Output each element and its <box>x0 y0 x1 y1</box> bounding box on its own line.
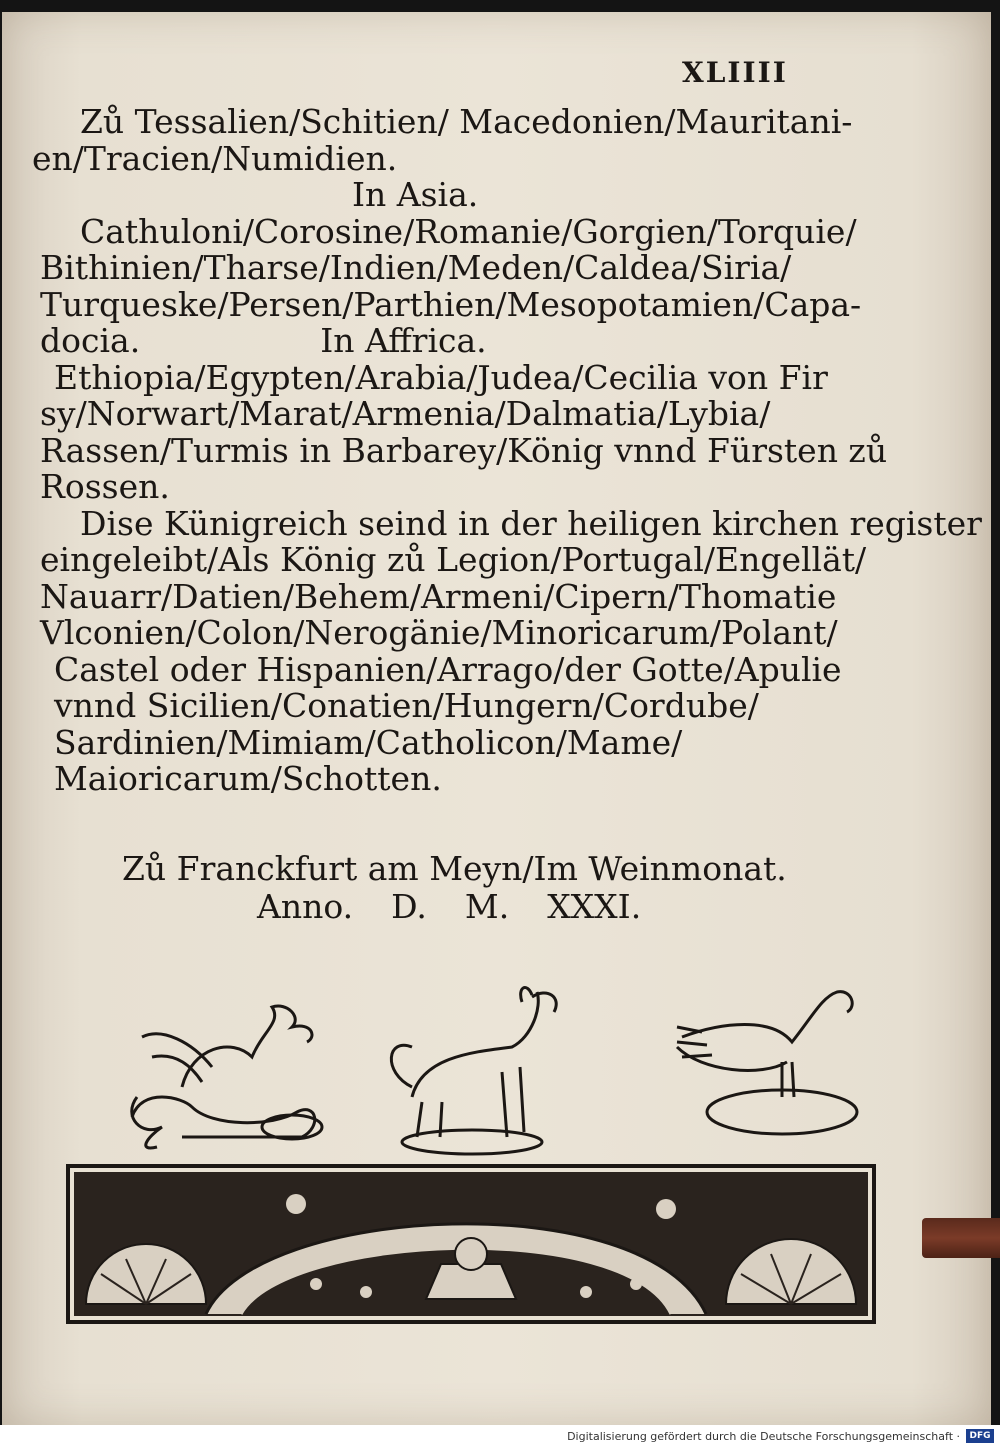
bookmark-tab <box>922 1218 1000 1258</box>
imprint-date <box>122 888 787 926</box>
text-line: Vlconien/Colon/Nerogänie/Minoricarum/Polant/ <box>40 613 838 652</box>
imprint-place: Zů Franckfurt am Meyn/Im Weinmonat. <box>122 849 787 888</box>
footer-credit: Digitalisierung gefördert durch die Deutsche Forschungsgemeinschaft · <box>567 1430 960 1443</box>
imprint-anno: Anno. <box>257 887 354 926</box>
text-line: sy/Norwart/Marat/Armenia/Dalmatia/Lybia/ <box>40 394 771 433</box>
ornamental-border <box>66 1164 876 1324</box>
text-line: Zů Tessalien/Schitien/ Macedonien/Mauritani- <box>80 102 853 141</box>
text-line: Ethiopia/Egypten/Arabia/Judea/Cecilia von Fir <box>54 357 828 397</box>
section-heading: In Affrica. <box>320 321 487 360</box>
section-heading: In Asia. <box>352 175 479 214</box>
text-line: Rossen. <box>40 467 170 506</box>
text-line: Sardinien/Mimiam/Catholicon/Mame/ <box>54 722 683 762</box>
animal-woodcuts <box>122 977 872 1157</box>
dfg-logo: DFG <box>966 1429 994 1443</box>
page-number: XLIIII <box>682 56 788 89</box>
text-line: en/Tracien/Numidien. <box>32 138 398 178</box>
text-line: Castel oder Hispanien/Arrago/der Gotte/Apulie <box>54 649 842 689</box>
bird-woodcut <box>677 992 857 1134</box>
text-line: Rassen/Turmis in Barbarey/König vnnd Fürsten zů <box>40 430 888 470</box>
footer-bar <box>0 1425 1000 1448</box>
text-line: Turqueske/Persen/Parthien/Mesopotamien/Capa- <box>40 284 862 324</box>
dragon-woodcut <box>132 1006 322 1148</box>
text-line: vnnd Sicilien/Conatien/Hungern/Cordube/ <box>54 686 759 725</box>
text-line: eingeleibt/Als König zů Legion/Portugal/Engellät/ <box>40 540 867 579</box>
text-line: Maioricarum/Schotten. <box>54 759 442 798</box>
text-line-start: docia. <box>40 321 141 360</box>
imprint <box>122 850 787 926</box>
text-line <box>32 323 872 360</box>
text-line: Dise Künigreich seind in der heiligen kirchen register <box>80 503 982 543</box>
goat-woodcut <box>391 988 556 1154</box>
main-text <box>32 102 982 798</box>
text-line: Bithinien/Tharse/Indien/Meden/Caldea/Siria/ <box>40 248 792 287</box>
imprint-year: XXXI. <box>547 887 642 926</box>
imprint-m: M. <box>464 887 510 926</box>
imprint-d: D. <box>391 887 427 926</box>
text-line: Nauarr/Datien/Behem/Armeni/Cipern/Thomatie <box>40 576 837 616</box>
book-page <box>2 12 991 1425</box>
text-line: Cathuloni/Corosine/Romanie/Gorgien/Torquie/ <box>80 211 857 251</box>
